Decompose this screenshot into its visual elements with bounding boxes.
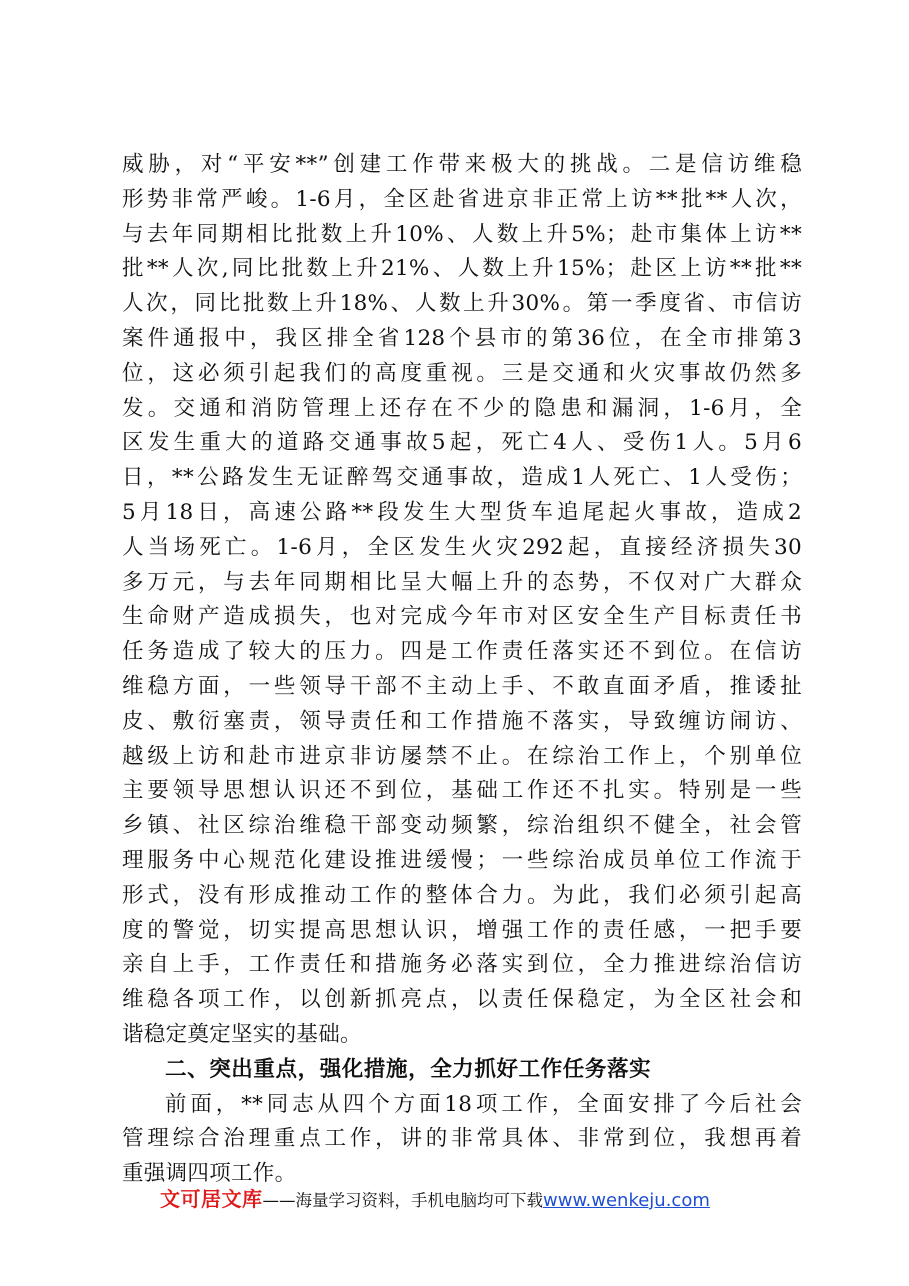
text-line: 区发生重大的道路交通事故5起，死亡4人、受伤1人。5月6 [122, 430, 802, 456]
footer-banner [160, 1183, 800, 1211]
text-line: 生命财产造成损失，也对完成今年市对区安全生产目标责任书 [122, 604, 802, 630]
text-line: 谐稳定奠定坚实的基础。 [122, 1021, 362, 1047]
text-line: 管理综合治理重点工作，讲的非常具体、非常到位，我想再着 [122, 1126, 802, 1152]
text-line: 形势非常严峻。1-6月，全区赴省进京非正常上访**批**人次， [122, 186, 802, 212]
text-line: 乡镇、社区综治维稳干部变动频繁，综治组织不健全，社会管 [122, 813, 802, 839]
text-line: 人当场死亡。1-6月，全区发生火灾292起，直接经济损失30 [122, 534, 802, 560]
text-line: 批**人次,同比批数上升21%、人数上升15%；赴区上访**批** [122, 256, 802, 282]
text-line: 亲自上手，工作责任和措施务必落实到位，全力推进综治信访 [122, 952, 802, 978]
text-line: 位，这必须引起我们的高度重视。三是交通和火灾事故仍然多 [122, 360, 802, 386]
text-line: 威胁，对“平安**”创建工作带来极大的挑战。二是信访维稳 [122, 152, 802, 177]
text-line: 与去年同期相比批数上升10%、人数上升5%；赴市集体上访** [122, 221, 802, 247]
text-line: 多万元，与去年同期相比呈大幅上升的态势，不仅对广大群众 [122, 569, 802, 595]
text-line: 维稳各项工作，以创新抓亮点，以责任保稳定，为全区社会和 [122, 987, 802, 1013]
text-line: 皮、敷衍塞责，领导责任和工作措施不落实，导致缠访闹访、 [122, 708, 802, 734]
text-line: 任务造成了较大的压力。四是工作责任落实还不到位。在信访 [122, 639, 802, 665]
site-link[interactable]: www.wenkeju.com [543, 1190, 710, 1211]
text-line: 理服务中心规范化建设推进缓慢；一些综治成员单位工作流于 [122, 847, 802, 873]
text-line: 重强调四项工作。 [122, 1161, 297, 1187]
text-line: 前面，**同志从四个方面18项工作，全面安排了今后社会 [165, 1091, 802, 1117]
text-line: 维稳方面，一些领导干部不主动上手、不敢直面矛盾，推诿扯 [122, 673, 802, 699]
text-line: 发。交通和消防管理上还存在不少的隐患和漏洞，1-6月，全 [122, 395, 802, 421]
text-line: 案件通报中，我区排全省128个县市的第36位，在全市排第3 [122, 325, 802, 351]
brand-name: 文可居文库 [160, 1187, 263, 1211]
text-line: 日，**公路发生无证醉驾交通事故，造成1人死亡、1人受伤； [122, 465, 802, 491]
text-line: 人次，同比批数上升18%、人数上升30%。第一季度省、市信访 [122, 291, 802, 317]
text-line: 形式，没有形成推动工作的整体合力。为此，我们必须引起高 [122, 882, 802, 908]
section-heading: 二、突出重点，强化措施，全力抓好工作任务落实 [165, 1056, 652, 1082]
document-body [122, 148, 802, 1192]
text-line: 度的警觉，切实提高思想认识，增强工作的责任感，一把手要 [122, 917, 802, 943]
text-line: 主要领导思想认识还不到位，基础工作还不扎实。特别是一些 [122, 778, 802, 804]
text-line: 5月18日，高速公路**段发生大型货车追尾起火事故，造成2 [122, 499, 802, 525]
footer-tagline: ——海量学习资料，手机电脑均可下载 [262, 1191, 543, 1210]
text-line: 越级上访和赴市进京非访屡禁不止。在综治工作上，个别单位 [122, 743, 802, 769]
